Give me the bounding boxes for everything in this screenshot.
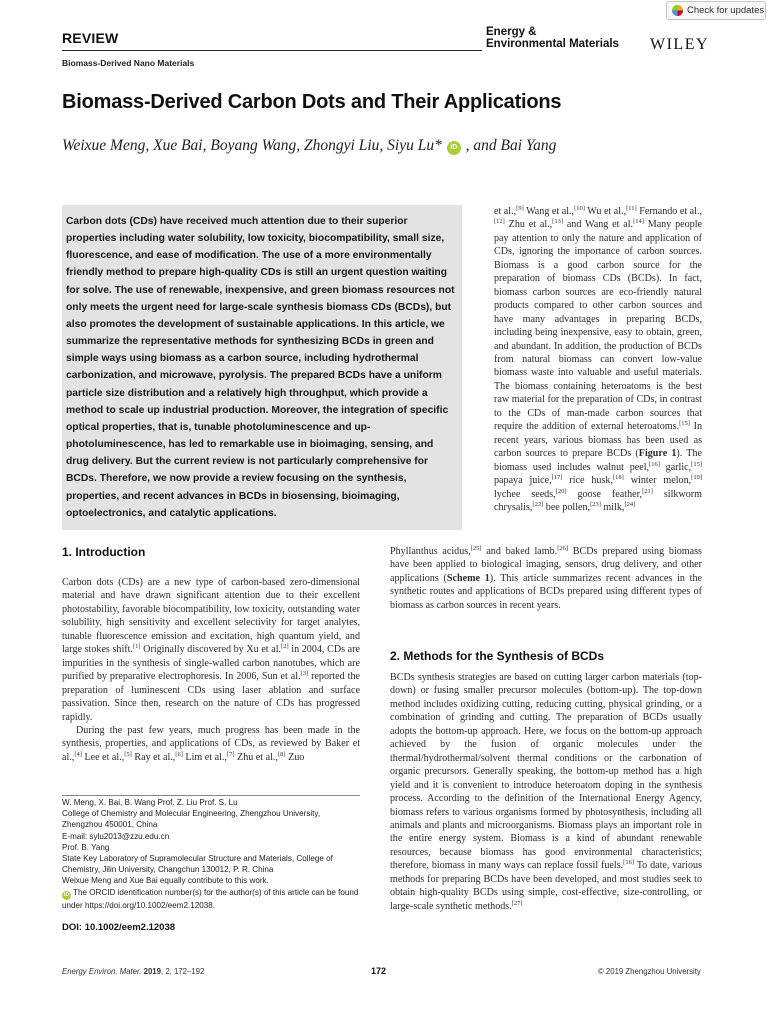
figure-1-link[interactable]: Figure 1 <box>638 448 677 460</box>
authors-part2: , and Bai Yang <box>465 137 557 154</box>
journal-name-line1: Energy & <box>486 26 537 38</box>
authors-part1: Weixue Meng, Xue Bai, Boyang Wang, Zhongyi Liu, Siyu Lu* <box>62 137 442 154</box>
footer-year: 2019 <box>143 967 161 976</box>
affiliation-block <box>62 797 360 911</box>
doi[interactable]: DOI: 10.1002/eem2.12038 <box>62 922 176 933</box>
check-for-updates-button[interactable] <box>666 1 766 20</box>
citation-ref[interactable]: [23] <box>590 500 601 508</box>
citation-ref[interactable]: [20] <box>555 487 567 495</box>
text-run: ). The biomass used includes walnut peel, <box>494 448 702 473</box>
intro-paragraph-1 <box>62 576 360 724</box>
methods-text <box>390 671 702 913</box>
citation-ref[interactable]: [14] <box>633 218 644 226</box>
text-run: Lee et al., <box>81 751 125 763</box>
text-run: Wu et al., <box>584 206 627 217</box>
text-run: papaya juice, <box>494 475 552 487</box>
citation-ref[interactable]: [13] <box>552 218 564 226</box>
text-run: in 2004, CDs are impurities in the synthesis of single-walled carbon nanotubes, which are purified by preparative electrophoresis. In 2006, Sun et al. <box>62 644 360 683</box>
text-run: lychee seeds, <box>494 488 556 500</box>
text-run: rice husk, <box>562 475 613 487</box>
text-run: Carbon dots (CDs) are a new type of carbon-based zero-dimensional material and have drawn significant attention due to their excellent photostability, favorable biocompatibility, low toxicity, outstanding water solubility, high sensitivity and excellent selectivity for target analytes, tunable fluorescence emission and excitation, high quantum yield, and large stokes shift. <box>62 577 360 656</box>
text-run: Zhu et al., <box>504 219 553 231</box>
text-run: silkworm chrysalis, <box>494 488 703 513</box>
article-title: Biomass-Derived Carbon Dots and Their Applications <box>62 91 562 113</box>
citation-ref[interactable]: [5] <box>124 750 132 758</box>
text-run: BCDs synthesis strategies are based on cutting larger carbon materials (top-down) or fusing smaller precursor molecules (bottom-up). The top-down method includes oxidizing cutting, reducing cutting, physical grinding, or a combination of grinding and cutting. The preparation of BCDs usually adopts the bottom-up approach. Here, we focus on the bottom-up approach achieved by the fusion of organic molecules under the thermal/hydrothermal/solvent thermal conditions or the carbonation of organic precursors. Generally speaking, the bottom-up method has a high yield and it is convenient to introduce heteroatom doping in the synthesis process. According to the definition of the International Energy Agency, biomass refers to various organisms formed by photosynthesis, including all animals and plants and microorganisms. Biomass plays an important role in the entire energy system. Biomass is a kind of abundant renewable resources, because biomass has good environmental characteristics; therefore, biomass in many ways can replace fossil fuels. <box>390 672 702 872</box>
affiliation-email[interactable]: E-mail: sylu2013@zzu.edu.cn <box>62 831 170 841</box>
text-run: milk, <box>600 501 625 513</box>
citation-ref[interactable]: [27] <box>511 899 523 907</box>
citation-ref[interactable]: [16] <box>623 859 635 867</box>
text-run: Zhu et al., <box>234 751 278 763</box>
author-list <box>62 137 556 155</box>
footer-copyright: © 2019 Zhengzhou University <box>598 967 701 976</box>
citation-ref[interactable]: [26] <box>557 545 569 552</box>
citation-ref[interactable]: [6] <box>175 750 183 758</box>
section-label: REVIEW <box>62 30 119 46</box>
text-run: garlic, <box>659 461 692 473</box>
text-run: reported the preparation of luminescent CDs using laser ablation and surface passivation. Since then, research on the nature of CDs has progressed rapidly. <box>62 671 360 723</box>
text-run: bee pollen, <box>543 501 591 513</box>
citation-ref[interactable]: [21] <box>642 487 653 495</box>
affiliation-rule <box>62 795 360 796</box>
abstract-box <box>62 205 462 530</box>
introduction-text <box>62 576 360 764</box>
crossmark-icon <box>672 5 683 16</box>
header-rule <box>62 50 482 51</box>
text-run: Ray et al., <box>131 751 176 763</box>
citation-ref[interactable]: [1] <box>132 643 141 651</box>
text-run: Lim et al., <box>182 751 227 763</box>
text-run: Zuo <box>285 751 305 763</box>
footer-pages: , 2, 172–192 <box>160 967 205 976</box>
journal-name-line2: Environmental Materials <box>486 38 619 50</box>
publisher-logo: WILEY <box>650 36 710 53</box>
check-for-updates-label: Check for updates <box>687 5 765 16</box>
orcid-note <box>62 887 360 911</box>
citation-ref[interactable]: [19] <box>691 474 703 482</box>
citation-ref[interactable]: [3] <box>300 670 309 678</box>
orcid-note-text[interactable]: The ORCID identification number(s) for the author(s) of this article can be found under https://doi.org/10.1002/eem2.12038. <box>62 887 359 910</box>
text-run: and Wang et al. <box>563 219 634 231</box>
affiliation-authors: Prof. B. Yang <box>62 842 110 852</box>
citation-ref[interactable]: [16] <box>649 460 660 468</box>
subsection-label: Biomass-Derived Nano Materials <box>62 58 195 68</box>
right-column-text <box>494 205 702 514</box>
text-run: In recent years, various biomass has been used as carbon sources to prepare BCDs ( <box>494 421 702 460</box>
citation-ref[interactable]: [8] <box>277 750 286 758</box>
orcid-icon[interactable]: iD <box>447 141 461 155</box>
citation-ref[interactable]: [2] <box>281 643 289 651</box>
citation-ref[interactable]: [12] <box>494 218 505 226</box>
text-run: Many people pay attention to only the nature and application of CDs, ignoring the importance of carbon sources. Biomass is a good carbon source for the preparation of biomass CDs (BCDs). In fact, biomass carbon sources are eco-friendly natural products compared to other carbon sources and have many advantages in preparing BCDs, including being inexpensive, easy to obtain, green, and abundant. In addition, the production of BCDs from natural biomass can convert low-value biomass waste into valuable and useful materials. The biomass containing heteroatoms is the best raw material for the preparation of CDs, in contrast to the CDs of man-made carbon sources that require the addition of external heteroatoms. <box>494 219 702 433</box>
methods-heading: 2. Methods for the Synthesis of BCDs <box>390 649 605 663</box>
footer-journal: Energy Environ. Mater. <box>62 967 142 976</box>
citation-ref[interactable]: [4] <box>74 750 82 758</box>
text-run: winter melon, <box>623 475 692 487</box>
journal-name <box>486 26 619 50</box>
text-run: During the past few years, much progress has been made in the synthesis, properties, and applications of CDs, as reviewed by Baker et al., <box>62 724 360 763</box>
text-run: ). This article summarizes recent advances in the synthetic routes and applications of BCDs prepared using different types of biomass as carbon sources in recent years. <box>390 572 702 611</box>
introduction-heading: 1. Introduction <box>62 545 146 559</box>
footer-citation <box>62 967 204 976</box>
scheme-1-link[interactable]: Scheme 1 <box>446 572 490 584</box>
affiliation-address: State Key Laboratory of Supramolecular Structure and Materials, College of Chemistry, Jilin University, Changchun 130012, P. R. China <box>62 854 333 875</box>
text-run: BCDs prepared using biomass have been applied to biological imaging, sensors, drug delivery, and other applications ( <box>390 546 702 584</box>
orcid-icon: iD <box>64 891 69 898</box>
citation-ref[interactable]: [17] <box>551 474 563 482</box>
equal-contribution-note: Weixue Meng and Xue Bai equally contribute to this work. <box>62 876 269 886</box>
citation-ref[interactable]: [11] <box>626 205 637 212</box>
citation-ref[interactable]: [9] <box>516 205 524 212</box>
citation-ref[interactable]: [24] <box>624 500 636 508</box>
right-column-text-continued <box>390 545 702 612</box>
text-run: et al., <box>494 206 517 217</box>
intro-paragraph-2 <box>62 724 360 764</box>
text-run: Phyllanthus acidus, <box>390 546 471 557</box>
citation-ref[interactable]: [18] <box>612 474 624 482</box>
methods-paragraph-1 <box>390 671 702 913</box>
text-run: Fernando et al., <box>636 206 703 217</box>
affiliation-address: College of Chemistry and Molecular Engineering, Zhengzhou University, Zhengzhou 450001, China <box>62 809 321 830</box>
page-number: 172 <box>371 966 387 976</box>
citation-ref[interactable]: [22] <box>532 500 544 508</box>
citation-ref[interactable]: [25] <box>470 545 482 552</box>
affiliation-authors: W. Meng, X. Bai, B. Wang Prof. Z. Liu Prof. S. Lu <box>62 798 238 807</box>
citation-ref[interactable]: [15] <box>679 420 690 428</box>
abstract-text: Carbon dots (CDs) have received much attention due to their superior properties including water solubility, low toxicity, biocompatibility, small size, fluorescence, and ease of modification. The use of a more environmentally friendly method to prepare high-quality CDs is still an urgent question waiting for solve. The use of renewable, inexpensive, and green biomass resources not only meets the urgent need for large-scale synthesis biomass CDs (BCDs), but also promotes the development of sustainable applications. In this article, we summarize the representative methods for synthesizing BCDs in green and simple ways using biomass as a carbon source, including hydrothermal carbonization, and microwave, pyrolysis. The prepared BCDs have a uniform particle size distribution and a relatively high throughput, which provide a method to scale up industrial production. Moreover, the integration of specific optical properties, that is, tunable photoluminescence and up-photoluminescence, has led to remarkable use in bioimaging, sensing, and drug delivery. But the current review is not particularly comprehensive for BCDs. Therefore, we now provide a review focusing on the synthesis, properties, and recent advances in BCDs in biosensing, bioimaging, optoelectronics, and catalytic applications. <box>66 216 455 519</box>
text-run: To date, various methods for preparing BCDs have been developed, and most studies seek to obtain high-quality BCDs using simple, cost-effective, size-controlling, or large-scale synthetic methods. <box>390 860 702 912</box>
text-run: goose feather, <box>566 488 643 500</box>
text-run: Originally discovered by Xu et al. <box>140 644 282 656</box>
citation-ref[interactable]: [15] <box>691 460 702 468</box>
text-run: Wang et al., <box>523 206 575 217</box>
text-run: and baked lamb. <box>481 546 558 557</box>
citation-ref[interactable]: [10] <box>574 205 585 212</box>
citation-ref[interactable]: [7] <box>226 750 235 758</box>
